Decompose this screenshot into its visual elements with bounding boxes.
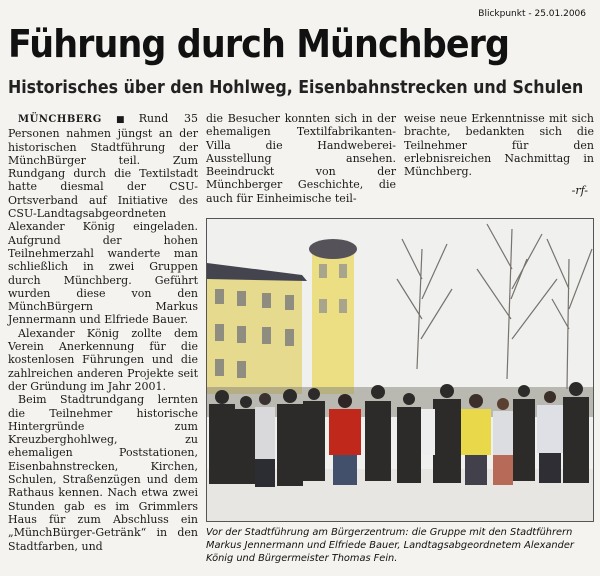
article-column-3 [404,112,594,212]
headline: Führung durch Münchberg [8,22,510,66]
subheadline: Historisches über den Hohlweg, Eisenbahnstrecken und Schulen [8,77,584,98]
article-column-2 [206,112,396,212]
article-paragraph-2: Alexander König zollte dem Verein Anerkennung für die kostenlosen Führungen und die zahlreichen anderen Projekte seit der Gründung im Jahr 2001. [8,326,198,393]
article-paragraph-4: die Besucher konnten sich in der ehemaligen Textilfabrikanten-Villa die Handweberei-Ausstellung ansehen. Beeindruckt von der Münchberger Geschichte, die auch für Einheimische teil- [206,112,396,205]
dateline-separator-icon: ■ [103,115,137,125]
article-paragraph-1: MÜNCHBERG ■ Rund 35 Personen nahmen jüngst an der historischen Stadtführung der MünchBürger teil. Zum Rundgang durch die Textilstadt hatte diesmal der CSU-Ortsverband auf Initiative des CSU-Landtagsabgeordneten Alexander König eingeladen. Aufgrund der hohen Teilnehmerzahl wanderte man schließlich in zwei Gruppen durch Münchberg. Geführt wurden diese von den MünchBürgern Markus Jennermann und Elfriede Bauer. [8,112,198,327]
photo-caption: Vor der Stadtführung am Bürgerzentrum: die Gruppe mit den Stadtführern Markus Jennermann und Elfriede Bauer, Landtagsabgeordnetem Alexander König und Bürgermeister Thomas Fein. [206,527,574,564]
group-photo [206,218,594,522]
author-initials: -rf- [571,184,588,198]
article-paragraph-5: weise neue Erkenntnisse mit sich brachte, bedankten sich die Teilnehmer für den erlebnisreichen Nachmittag in Münchberg. [404,112,594,179]
article-column-1 [8,112,198,572]
group-photo-illustration [207,219,594,522]
dateline: MÜNCHBERG [18,114,102,125]
source-line: Blickpunkt - 25.01.2006 [478,9,586,19]
article-paragraph-3: Beim Stadtrundgang lernten die Teilnehmer historische Hintergründe zum Kreuzberghohlweg, zu ehemaligen Poststationen, Eisenbahnstrecken, Kirchen, Schulen, Straßenzügen und dem Rathaus kennen. Nach etwa zwei Stunden gab es im Grimmlers Haus für zum Abschluss ein „MünchBürger-Getränk“ in den Stadtfarben, und [8,393,198,553]
